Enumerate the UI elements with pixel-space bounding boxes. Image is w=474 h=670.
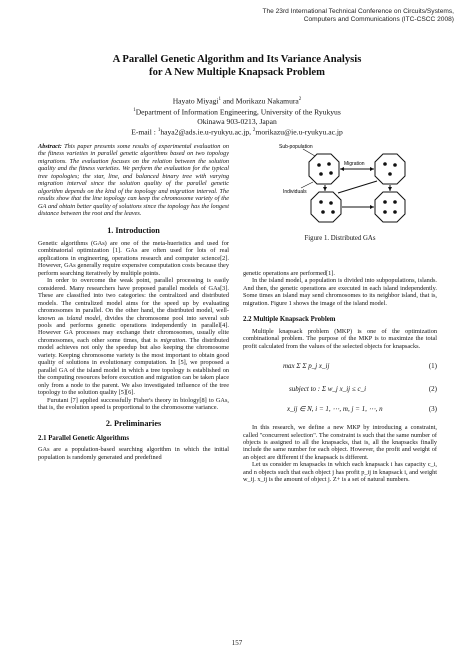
affiliation: $^1$Department of Information Engineering, University of the Ryukyus [133,107,341,117]
emails: E-mail : $^1$haya2@ads.ie.u-ryukyu.ac.jp, $^2$morikazu@ie.u-ryukyu.ac.jp [131,127,343,137]
label-individuals: Individuals [283,189,307,195]
island-model-diagram [243,143,437,233]
right-paragraph-0: genetic operations are performed[1]. [243,270,335,277]
label-migration: Migration [344,161,365,167]
right-paragraph-4: Let us consider m knapsacks in which each knapsack i has capacity c_i, and n objects such that each object j has profit p_ij in knapsack i, and weight w_ij. x_ij is the amount of object j. Z+ is a set of natural numbers. [243,461,437,484]
right-paragraph-3: In this research, we define a new MKP by introducing a constraint, called "concurrent selection". The constraint is such that the same number of objects is assigned to all the knapsacks, that is, all the knapsacks finally include the same number for each object. However, the profit and weight of an object are different if the knapsack is different. [243,424,437,461]
right-column [243,270,437,484]
email-1: haya2@ads.ie.u-ryukyu.ac.jp, [160,127,253,137]
affiliation-sup: 1 [133,107,136,113]
equation-3: x_ij ∈ N, i = 1, ⋯, m, j = 1, ⋯, n (3) [287,405,437,414]
address: Okinawa 903-0213, Japan [197,116,277,126]
figure-caption: Figure 1. Distributed GAs [304,235,376,242]
author-1: Hayato Miyagi [172,96,219,106]
conference-line-1: The 23rd International Technical Conference on Circuits/Systems, [262,8,454,15]
prelim-paragraph-1: GAs are a population-based searching algorithm in which the initial population is randomly generated and predefined [38,446,229,461]
conference-header [204,8,454,24]
author-2: and Morikazu Nakamura [220,96,299,106]
equation-2: subject to : Σ w_j x_ij ≤ c_i (2) [289,385,437,394]
equations [243,356,437,420]
abstract-text: This paper presents some results of experimental evaluation on the fitness varieties in parallel genetic algorithms based on two topology migrations. The evaluation focuses on the relation between the solution quality and the fitness varieties. We perform the evaluation for the typical tree topologies; the star, line, and balanced binary tree with varying migration interval since the solution quality of the parallel genetic algorithm depends on the kind of the topology and migration interval. The results show that the line topology can keep the chromosome variety of the GA and obtain better quality of solutions since the topology has the longest distance between the root and the leaves. [38,143,229,218]
intro-paragraph-1: Genetic algorithms (GAs) are one of the meta-hueristics and used for combinatorial optimization [1]. GAs are often used for lots of real applications in engineering, operations research and computer science[2]. However, GAs generally require expensive computation costs because they perform searching iteratively by multiple points. [38,239,229,277]
abstract [38,143,229,218]
page-number: 157 [231,639,243,647]
subsection-mkp-heading: 2.2 Multiple Knapsack Problem [243,316,336,324]
abstract-label: Abstract: [38,143,62,150]
island-bottom-right [375,192,405,222]
title-line-2: for A New Multiple Knapsack Problem [149,66,325,78]
island-top-left [309,154,339,184]
left-column [38,143,229,461]
intro-paragraph-2: In order to overcome the weak point, parallel processing is easily considered. Many researchers have proposed parallel models of GAs[3]. These are classified into two categories: the centralized and distributed models. The centralized model aims for the speed up by evaluating chromosomes in parallel. On the other hand, the distributed model, well-known as island model, divides the chromosome pool into several sub pools and performs genetic operations independently in parallel[4]. However GA processes may exchange their chromosomes, usually elite chromosomes, each other some times, that is migration. The distributed model achieves not only the speedup but also keeping the chromosome variety. Keeping chromosome variety is the most important to obtain good quality of solutions in evolutionary computation. In [5], we proposed a parallel GA of the island model in which a tree topology is established on the computing resources before execution and migration can be taken place only from a node to the parent. We also investigated influence of the tree topology to the solution quality [5][6]. [38,277,229,397]
section-preliminaries-heading: 2. Preliminaries [105,419,162,429]
paper-title [0,54,474,79]
author-2-sup: 2 [298,97,302,102]
island-top-right [375,154,405,184]
figure-distributed-gas [243,143,437,263]
author-1-sup: 1 [218,97,221,102]
label-sub-population: Sub-population [279,144,313,150]
conference-line-2: Computers and Communications (ITC-CSCC 2008) [303,16,454,23]
email-2: morikazu@ie.u-ryukyu.ac.jp [255,127,343,137]
island-bottom-left [311,192,341,222]
title-line-1: A Parallel Genetic Algorithm and Its Variance Analysis [112,54,362,65]
right-paragraph-1: In the island model, a population is divided into subpopulations, islands. And then, the genetic operations are executed in each island independently. Some times an island may send chromosomes to its neighbor island, that is, migration. Figure 1 shows the image of the island model. [243,277,437,307]
author-block [0,95,474,137]
subsection-pga-heading: 2.1 Parallel Genetic Algorithms [38,434,129,442]
right-paragraph-2: Multiple knapsack problem (MKP) is one of the optimization combinational problem. The purpose of the MKP is to maximize the total profit calculated from the values of the selected objects for knapsacks. [243,327,437,350]
equation-1: max Σ Σ p_j x_ij (1) [283,362,437,371]
intro-paragraph-3: Furutani [7] applied successfully Fisher's theory in biology[8] to GAs, that is, the evolution speed is proportional to the chromosome variance. [38,396,229,411]
author-names [0,95,474,106]
section-introduction-heading: 1. Introduction [107,225,160,235]
